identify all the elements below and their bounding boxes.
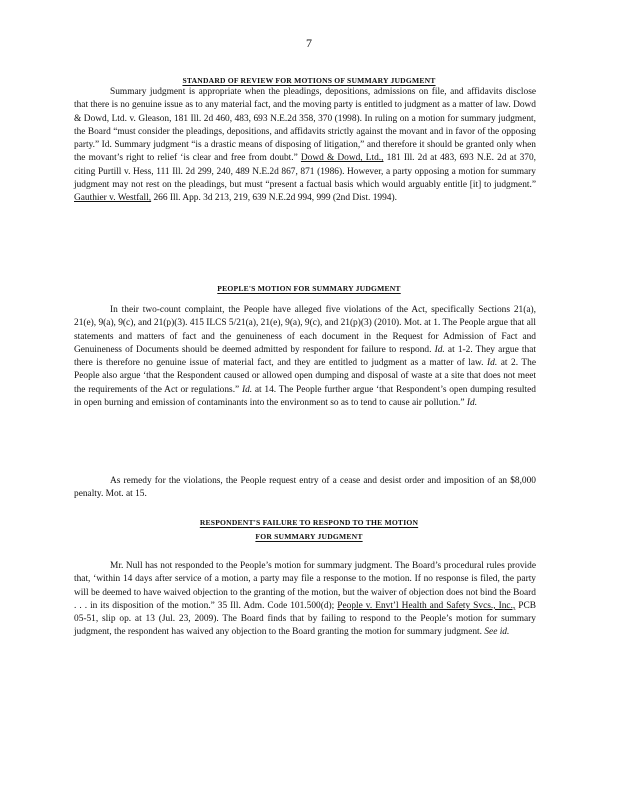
- para1-text-a: Summary judgment is appropriate when the pleadings, depositions, admissions on file, and affidavits disclose that there is no genuine issue as to any material fact, and the moving party is entitled to judgment as a matter of law. Dowd & Dowd, Ltd. v. Gleason, 181 Ill. 2d 460, 483, 693 N.E.2d 358, 370 (1998). In ruling on a motion for summary judgment, the Board “must consider the pleadings, depositions, and affidavits strictly against the movant and in favor of the opposing party.” Id. Summary judgment “is a drastic means of disposing of litigation,” and therefore it should be granted only when the movant’s right to relief ‘is clear and free from doubt.”: [74, 87, 536, 164]
- heading-respondents-failure-line1: RESPONDENT'S FAILURE TO RESPOND TO THE MOTION: [199, 518, 419, 527]
- para2-id-1: Id.: [434, 344, 445, 355]
- heading-respondents-failure-2: [0, 532, 618, 541]
- paragraph-remedy: As remedy for the violations, the People request entry of a cease and desist order and imposition of an $8,000 penalty. Mot. at 15.: [74, 476, 536, 500]
- para4-text-b: PCB 05-51, slip op. at 13 (Jul. 23, 2009). The Board finds that by failing to respond to the People’s motion for summary judgment, the respondent has waived any objection to the Board granting the motion for summary judgment.: [74, 600, 536, 638]
- para2-text-c: at 2. The People also argue ‘that the Respondent caused or allowed open dumping and disposal of waste at a site that does not meet the requirements of the Act or regulations.”: [74, 358, 536, 395]
- para1-cite-dowd: Dowd & Dowd, Ltd.,: [300, 153, 384, 164]
- heading-standard-of-review: [0, 76, 618, 85]
- heading-standard-of-review-text: STANDARD OF REVIEW FOR MOTIONS OF SUMMARY JUDGMENT: [182, 76, 436, 85]
- para2-id-4: Id.: [466, 398, 478, 409]
- para2-text-b: at 1-2. They argue that there is therefore no genuine issue of material fact, and they are entitled to judgment as a matter of law.: [74, 344, 536, 369]
- para2-text-d: at 14. The People further argue ‘that Respondent’s open dumping resulted in open burning and emission of contaminants into the environment so as to tend to cause air pollution.”: [74, 384, 536, 409]
- para2-id-3: Id.: [241, 384, 253, 395]
- para2-text-a: In their two-count complaint, the People have alleged five violations of the Act, specifically Sections 21(a), 21(e), 9(a), 9(c), and 21(p)(3). 415 ILCS 5/21(a), 21(e), 9(a), 9(c), and 21(p)(3) (2010). Mot. at 1. The People argue that all statements and matters of fact and the genuineness of each document in the Request for Admission of Fact and Genuineness of Documents should be deemed admitted by respondent for failure to respond.: [74, 305, 537, 355]
- heading-respondents-failure-line2: FOR SUMMARY JUDGMENT: [255, 532, 363, 541]
- heading-peoples-motion: [0, 284, 618, 293]
- para4-cite-people: People v. Envt’l Health and Safety Svcs., Inc.,: [337, 600, 516, 611]
- paragraph-failure-to-respond: [74, 560, 536, 640]
- heading-peoples-motion-text: PEOPLE'S MOTION FOR SUMMARY JUDGMENT: [217, 284, 401, 293]
- para1-text-c: 266 Ill. App. 3d 213, 219, 639 N.E.2d 994, 999 (2nd Dist. 1994).: [151, 193, 397, 204]
- paragraph-standard: [74, 86, 536, 206]
- para1-text-b: 181 Ill. 2d at 483, 693 N.E. 2d at 370, citing Purtill v. Hess, 111 Ill. 2d 299, 240, 489 N.E.2d 867, 871 (1986). However, a party opposing a motion for summary judgment may not rest on the pleadings, but must “present a factual basis which would arguably entitle [it] to judgment.”: [74, 153, 536, 191]
- page-number: 7: [306, 36, 312, 50]
- para4-see-id: See id.: [484, 627, 510, 638]
- para2-id-2: Id.: [487, 358, 498, 369]
- heading-respondents-failure: [0, 518, 618, 527]
- paragraph-peoples-motion: [74, 304, 536, 410]
- para4-text-a: Mr. Null has not responded to the People’s motion for summary judgment. The Board’s procedural rules provide that, ‘within 14 days after service of a motion, a party may file a response to the motion. If no response is filed, the party will be deemed to have waived objection to the granting of the motion, but the waiver of objection does not bind the Board . . . in its disposition of the motion.” 35 Ill. Adm. Code 101.500(d);: [74, 561, 536, 611]
- para1-cite-gauthier: Gauthier v. Westfall,: [74, 193, 152, 204]
